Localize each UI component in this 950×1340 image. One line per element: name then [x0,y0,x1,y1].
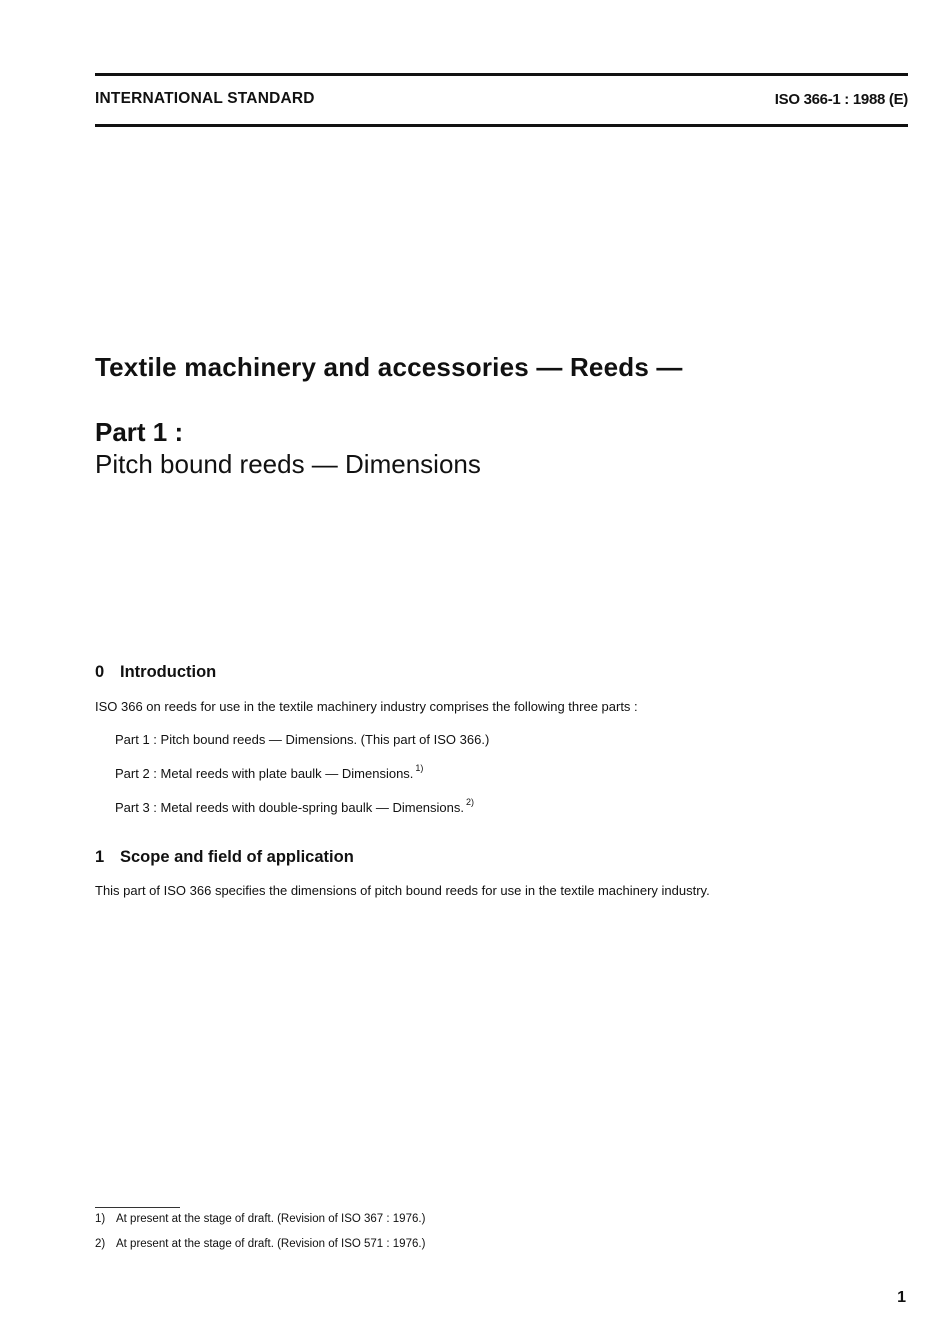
section-title: Introduction [120,663,217,681]
footnote-reference: 2) [466,797,475,807]
footnote-1 [95,1213,425,1225]
footnote-mark: 1) [95,1213,106,1225]
footnote-mark: 2) [95,1238,106,1250]
header-top-rule [95,73,908,76]
introduction-paragraph: ISO 366 on reeds for use in the textile machinery industry comprises the following three parts : [95,699,638,714]
section-heading-scope [95,848,354,867]
section-number: 0 [95,663,105,681]
section-heading-introduction [95,663,216,682]
standard-reference: ISO 366-1 : 1988 (E) [774,91,908,108]
document-title: Textile machinery and accessories — Reeds — [95,352,683,382]
scope-paragraph: This part of ISO 366 specifies the dimensions of pitch bound reeds for use in the textile machinery industry. [95,883,710,898]
footnote-2 [95,1238,425,1250]
footnote-text: At present at the stage of draft. (Revision of ISO 571 : 1976.) [116,1238,426,1250]
part-list-item-2 [115,763,424,781]
standard-type-label: INTERNATIONAL STANDARD [95,90,315,107]
part-subtitle: Pitch bound reeds — Dimensions [95,449,481,479]
footnote-text: At present at the stage of draft. (Revision of ISO 367 : 1976.) [116,1213,426,1225]
part-list-item-3 [115,797,475,815]
footnote-reference: 1) [415,763,424,773]
part-item-text: Part 3 : Metal reeds with double-spring baulk — Dimensions. [115,800,464,815]
part-list-item-1 [115,732,489,747]
section-title: Scope and field of application [120,848,354,866]
header-bottom-rule [95,124,908,127]
part-item-text: Part 1 : Pitch bound reeds — Dimensions. (This part of ISO 366.) [115,732,490,747]
page-number: 1 [897,1289,906,1306]
part-item-text: Part 2 : Metal reeds with plate baulk — Dimensions. [115,766,414,781]
section-number: 1 [95,848,105,866]
part-label: Part 1 : [95,417,184,447]
footnote-separator [95,1207,180,1208]
